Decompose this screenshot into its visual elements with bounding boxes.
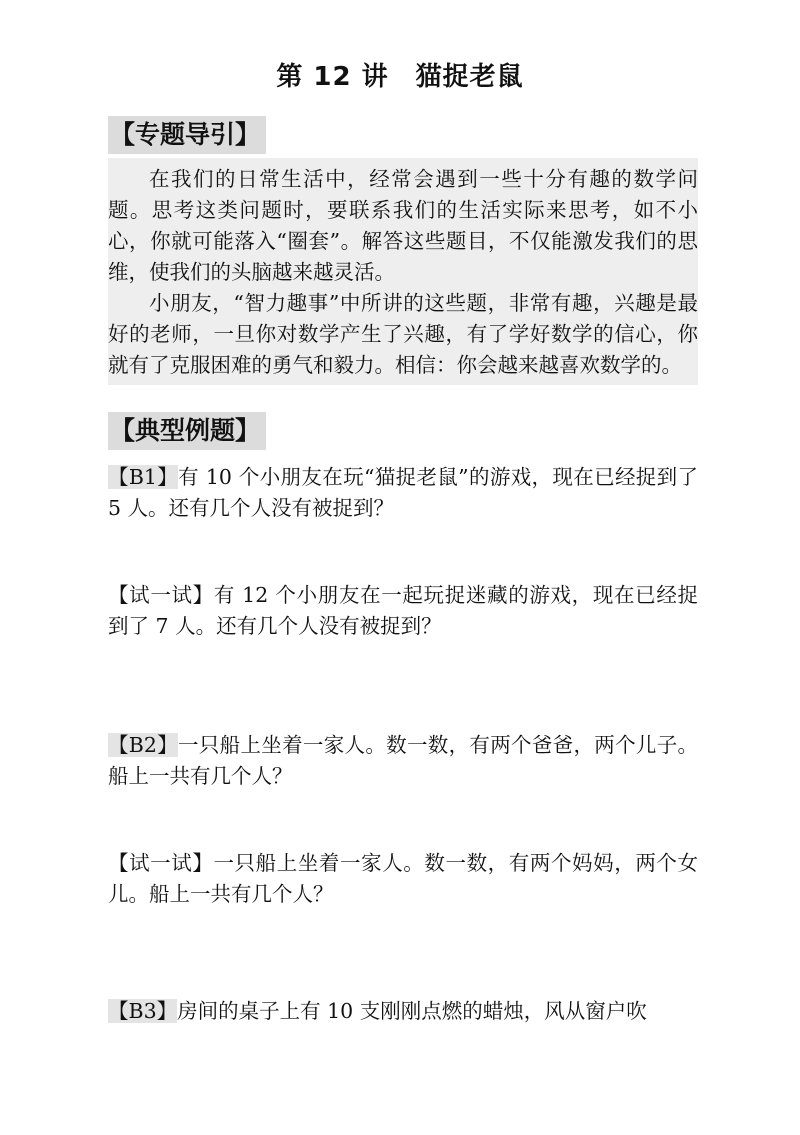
intro-paragraph-1: 在我们的日常生活中，经常会遇到一些十分有趣的数学问题。思考这类问题时，要联系我们的生活实际来思考，如不小心，你就可能落入“圈套”。解答这些题目，不仅能激发我们的思维，使我们的头脑越来越灵活。 [108, 167, 698, 284]
section-heading-intro: 【专题导引】 [108, 116, 266, 154]
problem-tag: 【B1】 [108, 465, 179, 489]
problem-text: 一只船上坐着一家人。数一数，有两个爸爸，两个儿子。船上一共有几个人？ [108, 733, 699, 788]
problem-tag: 【试一试】 [108, 583, 214, 607]
problem-tag: 【试一试】 [108, 851, 214, 875]
problem-tag: 【B3】 [108, 999, 178, 1023]
problem-text: 有 12 个小朋友在一起玩捉迷藏的游戏，现在已经捉到了 7 人。还有几个人没有被捉到？ [108, 583, 698, 638]
intro-paragraph-2: 小朋友，“智力趣事”中所讲的这些题，非常有趣，兴趣是最好的老师，一旦你对数学产生了兴趣，有了学好数学的信心，你就有了克服困难的勇气和毅力。相信：你会越来越喜欢数学的。 [108, 291, 698, 377]
problem-b1 [108, 462, 698, 524]
problem-text: 房间的桌子上有 10 支刚刚点燃的蜡烛，风从窗户吹 [177, 999, 647, 1023]
problem-text: 一只船上坐着一家人。数一数，有两个妈妈，两个女儿。船上一共有几个人？ [108, 851, 699, 906]
page-title: 第 12 讲 猫捉老鼠 [276, 62, 524, 92]
problem-tag: 【B2】 [108, 733, 179, 757]
problem-b2 [108, 730, 698, 792]
problem-b3 [108, 996, 698, 1027]
section-heading-examples: 【典型例题】 [108, 412, 266, 450]
problem-text: 有 10 个小朋友在玩“猫捉老鼠”的游戏，现在已经捉到了 5 人。还有几个人没有被捉到？ [108, 465, 699, 520]
intro-text-block [108, 158, 698, 385]
problem-try-1 [108, 580, 698, 642]
problem-try-2 [108, 848, 698, 910]
